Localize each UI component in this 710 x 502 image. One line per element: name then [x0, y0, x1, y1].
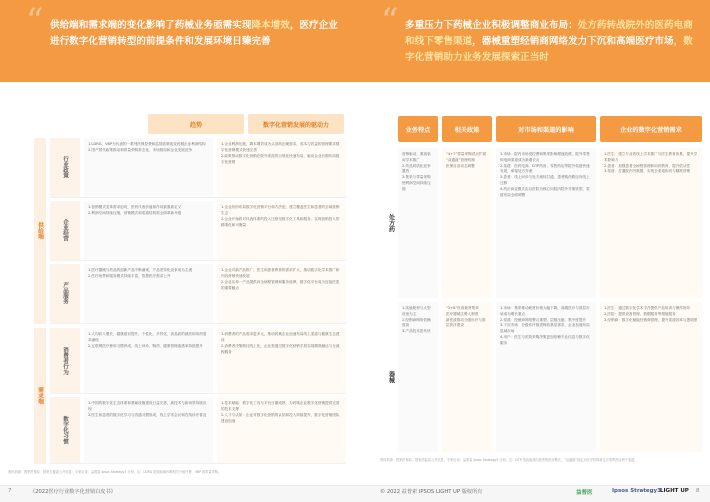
right-title-banner: [355, 0, 710, 82]
left-footer-text: 《2022医疗行业数字化营销白皮书》: [30, 489, 116, 495]
row-label: 消费者行为: [50, 328, 80, 393]
trend-cell: 1.医疗器械与药品的创新产品不断涌现，产品差异化竞争成为主流 2.医疗场景和服务模式持续丰富，智慧医疗需求上升: [84, 264, 213, 323]
left-source-note: 资料来源：国家医保局、国家卫健委公开信息；专家访谈；益普索 Ipsos Strategy3 分析。注：LDRG 指按疾病诊断相关分组付费，VBP 指带量采购。: [8, 470, 222, 474]
impact-cell: 1.市场：院内市场受控费和集采影响增速放缓，院外零售和电商渠道成为新增长点 2.渠道：医药电商、DTP药房、零售药店等院外渠道快速发展，承接处方外流 3.患者：线上问诊与处方流转打通，患者购药路径向线上迁移 4.药企商业模式由以医院为核心向院内院外并重转型，渠道布局全面调整: [496, 148, 596, 298]
left-title-part: ，医疗企业进行数字化营销转型的前提条件和发展环境日臻完善: [50, 20, 338, 47]
right-source-note: 资料来源：国家医保局、国家药监局公开信息；专家访谈；益普索 Ipsos Strategy3 分析。注：DTP 指直接面向患者的药房模式，“双通道”指定点医疗机构和定点零售药店两个渠道。: [380, 458, 638, 462]
trend-cell: 1.LDRG、VBP为代表的一系列医保控费和监管政策改变药械企业利润结构 2.国产替代政策推动和带量采购常态化，市场格局和企业发展竞争: [84, 138, 213, 197]
row-label: 行业政策: [50, 138, 80, 197]
policy-cell: “3+8”医用耗材集采 医疗器械注册人制度 新医改推动分级诊疗与基层医疗建设: [442, 302, 492, 452]
table-row: [50, 201, 346, 261]
table-row: [50, 397, 346, 464]
left-title-part: 供给端和需求端的变化影响了药械业务亟需实现: [50, 20, 252, 31]
trend-cell: 1.人均收入增长，健康意识提升，个性化、多样化、高品质的就医和用药需求涌现 2.互联网医疗使用习惯养成，线上问诊、购药、健康管理渗透率持续提升: [84, 328, 213, 393]
impact-cell: 1.市场：集采推动耗材价格大幅下降，高端医疗与基层市场成为增长重点 2.渠道：经销商网络整合重塑，层级压缩、集中度提升 3.下沉市场：分级诊疗推进释放基层需求，企业加速布局县域市场 4.用户：医生与医院采购决策更加依赖专业信息与数字化服务: [496, 302, 596, 452]
left-title-banner: [0, 0, 355, 82]
column-header-impact: 对市场和渠道的影响: [496, 116, 596, 142]
left-title-highlight: 降本增效: [251, 20, 290, 31]
right-title-part: ，器械重塑经销商网络发力下沉和高端医疗市场: [472, 36, 674, 47]
group-label-demand: 需求端: [34, 328, 46, 464]
column-header-need: 企业的数字化营销需求: [600, 116, 702, 142]
table-row: [50, 138, 346, 198]
quote-mark-icon: “: [381, 1, 399, 41]
right-page-title: [405, 18, 695, 66]
need-cell: 1.医生：建立专业的线上学术推广与医生教育体系，提升学术影响力 2.患者：加强患者全病程管理和用药教育，提升依从性 3.渠道：打通院内外数据，实现全渠道协同与精准营销: [600, 148, 702, 298]
right-title-highlight: 处方药转战院外的医药电商和线下零售渠道: [405, 20, 693, 47]
left-page-number: 7: [8, 488, 12, 494]
table-row: [50, 328, 346, 394]
row-label: 企业经营: [50, 201, 80, 260]
column-header-driver: 数字化营销发展的驱动力: [248, 114, 344, 134]
column-header-policy: 相关政策: [442, 116, 492, 142]
column-header-trend: 趋势: [148, 114, 244, 134]
right-footer-text: © 2022 益普索 IPSOS LIGHT UP 版权所有: [380, 489, 483, 495]
quote-mark-icon: “: [26, 1, 44, 41]
driver-cell: 1.企业对新产品推广、医生和患者教育的需求扩大，推动数字化学术推广和内容营销快速发展 2.企业从单一产品提供向全病程管理和服务延伸，数字化平台成为连接医患的重要触点: [217, 264, 346, 323]
group-label-supply: 供给端: [34, 138, 46, 324]
column-header-feature: 业务特点: [398, 116, 438, 142]
row-label: 产品服务: [50, 264, 80, 323]
driver-cell: 1.消费者的产品需求更多元，推动药械企业加速布局线上渠道与健康生态建设 2.消费者决策路径线上化，企业需通过数字化营销手段实现精准触达与全流程服务: [217, 328, 346, 393]
feature-cell: 营销驱动，重视临床学术推广 2.药品同质化竞争激烈 3.集采与带量采购使利润空间持续压缩: [398, 148, 438, 298]
row-label-rx: 处方药: [387, 214, 395, 232]
trend-cell: 1.中国的数字化生态体系和基础设施建设日益完善，新技术与新场景持续出现 2.医生和患者的数字化学习与沟通习惯形成，线上学术会议和在线诊疗普及: [84, 397, 213, 463]
left-table-header: [148, 114, 344, 134]
right-title-part: 多重压力下药械企业积极调整商业布局：: [405, 20, 578, 31]
driver-cell: 1.技术赋能：数字化工具与平台日臻成熟，为药械企业数字化营销提供完善的技术支撑 2.人才与认知：企业对数字化营销的认知和投入持续提升，数字化营销团队建设加速: [217, 397, 346, 463]
logo-yipuyi: 益普医: [576, 490, 593, 496]
driver-cell: 1.企业纷纷布局数字化营销平台和方法论，建立覆盖医生和患者的全域营销生态 2.企业开始将对代表体系的投入迁移至数字化工具和服务，实现营销投入的精准化和可衡量: [217, 201, 346, 260]
row-label: 数字化习惯: [50, 397, 80, 463]
trend-cell: 1.营销模式变革需求迫切，医药代表价值和作用被重新定义 2.利润空间持续压缩，营销模式和渠道结构需全面革新升级: [84, 201, 213, 260]
policy-cell: “4+7”带量采购试点扩面 “双通道”管理机制 医保目录动态调整: [442, 148, 492, 298]
right-title-highlight: ，数字化营销助力业务发展探索正当时: [405, 36, 693, 63]
left-table: [34, 138, 346, 464]
left-page-title: [50, 18, 340, 50]
driver-cell: 1.企业利润压缩，降本增效成为头部药企硬需求，成本与效益的管理要求数字化营销模式快速完善 2.政策推动数字化营销在院外渠道的合规化快速布局，驱动企业长期布局数字化营销: [217, 138, 346, 197]
table-row: [50, 264, 346, 324]
logo-light-up: LIGHT UP: [660, 488, 689, 494]
feature-cell: 1.高值耗材与大型设备为主 2.经销商网络依赖度高 3.产品技术迭代快: [398, 302, 438, 452]
right-page-number: 8: [696, 488, 700, 494]
row-label-device: 器械: [387, 371, 395, 383]
logo-ipsos-strategy3: Ipsos Strategy3: [612, 488, 661, 494]
need-cell: 1.医生：通过数字化学术平台提供产品培训与操作指导 2.医院：提供设备管理、数据服务等增值服务 3.经销商：数字化赋能经销商管理，提升渠道效率与透明度: [600, 302, 702, 452]
